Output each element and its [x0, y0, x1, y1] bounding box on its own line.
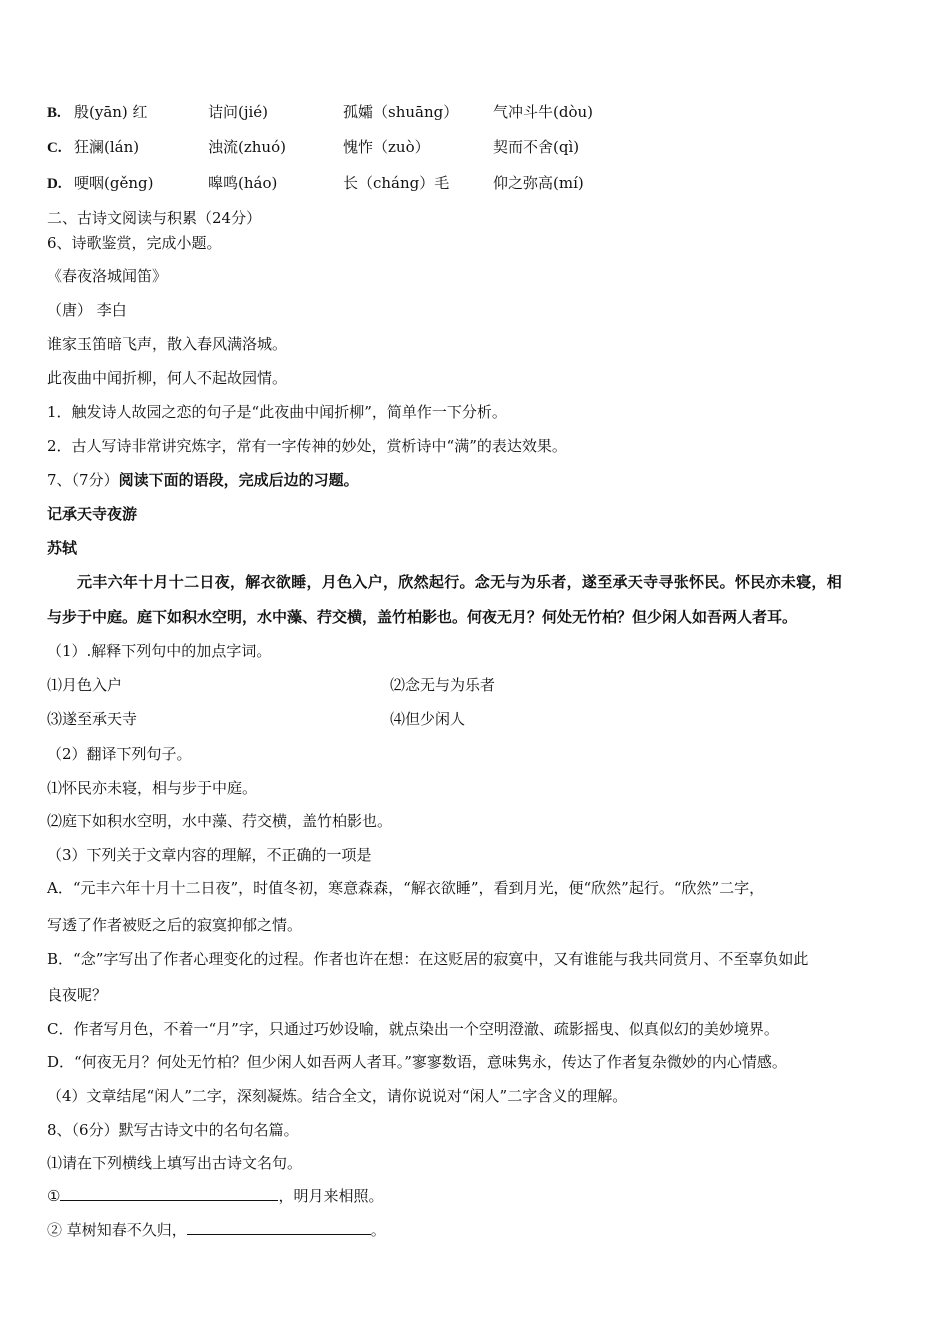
poem-title: 《春夜洛城闻笛》 [47, 267, 168, 285]
option-b-item-4: 气冲斗牛(dòu) [493, 103, 593, 121]
option-b-item-3: 孤孀（shuāng） [343, 103, 459, 121]
option-b-item-1: 殷(yān) 红 [74, 103, 148, 121]
q8-item-1: ① ，明月来相照。 [47, 1187, 384, 1205]
q7-part-2-stem: （2）翻译下列句子。 [47, 745, 192, 763]
q7-part-2-item-2: ⑵庭下如积水空明，水中藻、荇交横，盖竹柏影也。 [47, 812, 393, 830]
essay-paragraph-line-1: 元丰六年十月十二日夜，解衣欲睡，月色入户，欣然起行。念无与为乐者，遂至承天寺寻张怀民。怀民亦未寝，相 [77, 573, 843, 591]
q7-part-3-option-b-line-2: 良夜呢？ [47, 986, 108, 1004]
q7-part-2-item-1: ⑴怀民亦未寝，相与步于中庭。 [47, 779, 258, 797]
essay-author: 苏轼 [47, 539, 78, 557]
poem-line-1: 谁家玉笛暗飞声，散入春风满洛城。 [47, 335, 288, 353]
option-c-item-4: 契而不舍(qì) [493, 138, 580, 156]
q7-part-3-option-d: D．“何夜无月？何处无竹柏？但少闲人如吾两人者耳。”寥寥数语，意味隽永，传达了作者复杂微妙的内心情感。 [47, 1053, 787, 1071]
option-d-label: D. [47, 176, 62, 192]
q7-stem: 7、（7分）阅读下面的语段，完成后边的习题。 [47, 471, 359, 489]
poem-author: （唐） 李白 [47, 301, 127, 319]
q7-part-3-option-a-line-2: 写透了作者被贬之后的寂寞抑郁之情。 [47, 916, 303, 934]
q6-sub-1: 1．触发诗人故园之恋的句子是“此夜曲中闻折柳”，简单作一下分析。 [47, 403, 507, 421]
q7-part-1-item-1: ⑴月色入户 [47, 676, 123, 694]
q7-part-1-item-4: ⑷但少闲人 [390, 710, 466, 728]
q7-part-3-option-c: C．作者写月色，不着一“月”字，只通过巧妙设喻，就点染出一个空明澄澈、疏影摇曳、似真似幻的美妙境界。 [47, 1020, 779, 1038]
q7-part-1-item-2: ⑵念无与为乐者 [390, 676, 496, 694]
q8-item-2-blank[interactable] [187, 1220, 371, 1235]
essay-title: 记承天寺夜游 [47, 505, 138, 523]
q8-item-2: ② 草树知春不久归， 。 [47, 1221, 386, 1239]
q7-part-4-stem: （4）文章结尾“闲人”二字，深刻凝炼。结合全文，请你说说对“闲人”二字含义的理解。 [47, 1087, 628, 1105]
q8-stem: 8、（6分）默写古诗文中的名句名篇。 [47, 1121, 299, 1139]
option-c-item-3: 愧怍（zuò） [343, 138, 430, 156]
option-d-item-2: 嗥鸣(háo) [208, 174, 278, 192]
q7-part-3-stem: （3）下列关于文章内容的理解，不正确的一项是 [47, 846, 372, 864]
option-c-label: C. [47, 140, 62, 156]
option-d-item-1: 哽咽(gěng) [74, 174, 154, 192]
q7-part-1-stem: （1）.解释下列句中的加点字词。 [47, 642, 272, 660]
q7-part-3-option-b-line-1: B．“念”字写出了作者心理变化的过程。作者也许在想：在这贬居的寂寞中，又有谁能与我共同赏月、不至辜负如此 [47, 950, 809, 968]
q8-sub-1: ⑴请在下列横线上填写出古诗文名句。 [47, 1154, 303, 1172]
q6-stem: 6、诗歌鉴赏，完成小题。 [47, 234, 222, 252]
option-b-item-2: 诘问(jié) [208, 103, 269, 121]
option-b-label: B. [47, 105, 61, 121]
option-d-item-3: 长（cháng）毛 [343, 174, 450, 192]
q8-item-1-blank[interactable] [60, 1186, 278, 1201]
option-c-item-2: 浊流(zhuó) [208, 138, 286, 156]
q7-part-1-item-3: ⑶遂至承天寺 [47, 710, 138, 728]
option-d-item-4: 仰之弥高(mí) [493, 174, 584, 192]
option-c-item-1: 狂澜(lán) [74, 138, 140, 156]
q7-part-3-option-a-line-1: A．“元丰六年十月十二日夜”，时值冬初，寒意森森，“解衣欲睡”，看到月光，便“欣然”起行。“欣然”二字， [47, 879, 765, 897]
essay-paragraph-line-2: 与步于中庭。庭下如积水空明，水中藻、荇交横，盖竹柏影也。何夜无月？何处无竹柏？但少闲人如吾两人者耳。 [47, 608, 798, 626]
poem-line-2: 此夜曲中闻折柳，何人不起故园情。 [47, 369, 288, 387]
q6-sub-2: 2．古人写诗非常讲究炼字，常有一字传神的妙处，赏析诗中“满”的表达效果。 [47, 437, 567, 455]
section-heading: 二、古诗文阅读与积累（24分） [47, 209, 262, 227]
